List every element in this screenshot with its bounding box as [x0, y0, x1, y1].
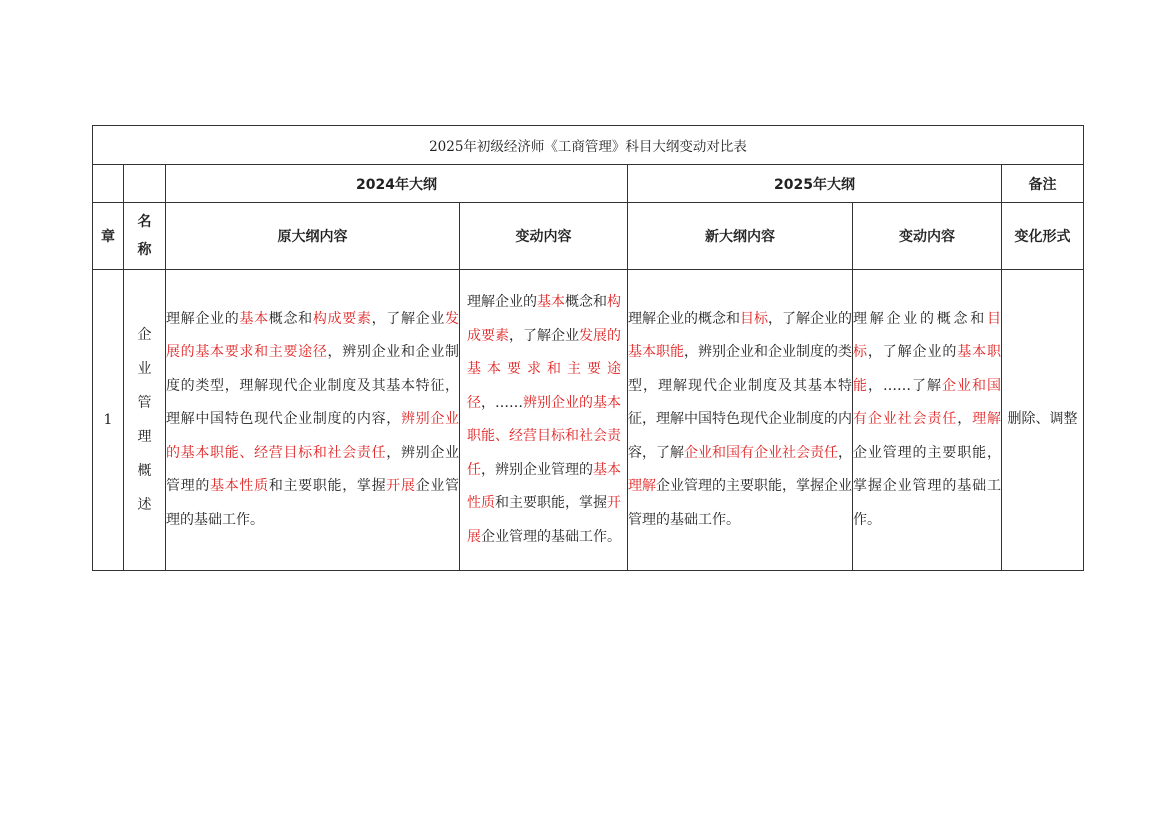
highlighted-change-text: 构成要素	[467, 294, 621, 344]
chapter-number: 1	[93, 270, 124, 571]
highlighted-change-text: 基本	[537, 294, 565, 310]
highlighted-change-text: 理解	[972, 411, 1002, 428]
header-change-2024: 变动内容	[460, 203, 628, 270]
header-2025-outline: 2025年大纲	[628, 165, 1002, 203]
content-text: ，了解企业	[509, 327, 579, 344]
content-text: 和主要职能，掌握	[495, 495, 607, 511]
content-text: 理解企业的概念和	[628, 310, 740, 327]
highlighted-change-text: 发展的基本要求和主要途径	[166, 310, 460, 361]
content-text: 企业管理的基础工作。	[166, 478, 460, 528]
content-text: ，辨别企业和企业制度的类型，理解现代企业制度及其基本特征，理解中国特色现代企业制度的内容，	[166, 344, 460, 428]
new-content-text	[628, 270, 853, 571]
highlighted-change-text: 目标	[853, 310, 1001, 361]
syllabus-comparison-table	[92, 125, 1084, 571]
highlighted-change-text: 基本	[239, 310, 269, 327]
content-text: 理解企业的	[467, 294, 537, 310]
content-text: ，了解企业的	[867, 344, 958, 361]
content-text: 企业管理的主要职能，掌握企业管理的基础工作。	[853, 444, 1001, 528]
header-name-text: 名称	[137, 214, 152, 258]
highlighted-change-text: 开展	[386, 478, 416, 495]
highlighted-change-text: 企业和国有企业社会责任	[684, 444, 838, 461]
header-original-content: 原大纲内容	[166, 203, 460, 270]
content-text: ，了解企业	[371, 310, 446, 327]
change-2024-text	[460, 270, 628, 571]
highlighted-change-text: 基本性质	[210, 478, 269, 495]
highlighted-change-text: 开展	[467, 495, 621, 545]
chapter-name-cell	[124, 270, 166, 571]
highlighted-change-text: 构成要素	[312, 310, 372, 327]
content-text: 理解企业的概念和	[853, 310, 987, 327]
highlighted-change-text: 辨别企业的基本职能、经营目标和社会责任	[166, 411, 460, 461]
content-text: 概念和	[565, 294, 607, 310]
highlighted-change-text: 辨别企业的基本职能、经营目标和社会责任	[467, 394, 621, 478]
content-text: ，……了解	[868, 377, 942, 394]
content-text: 概念和	[268, 310, 313, 327]
highlighted-change-text: 基本职能	[628, 344, 684, 361]
highlighted-change-text: 基本职能	[853, 344, 1002, 394]
content-text: 企业管理的基础工作。	[481, 528, 621, 545]
content-text: ，辨别企业和企业制度的类型，理解现代企业制度及其基本特征，理解中国特色现代企业制度的内容，了解	[628, 344, 852, 461]
header-change-form: 变化形式	[1002, 203, 1084, 270]
empty-header-cell	[124, 165, 166, 203]
chapter-name: 企业管理概述	[137, 327, 152, 513]
highlighted-change-text: 理解	[628, 478, 656, 495]
header-new-content: 新大纲内容	[628, 203, 853, 270]
highlighted-change-text: 企业和国有企业社会责任	[853, 377, 1001, 428]
content-text: ，……	[481, 394, 523, 411]
table-title: 2025年初级经济师《工商管理》科目大纲变动对比表	[93, 126, 1084, 165]
empty-header-cell	[93, 165, 124, 203]
content-text: ，辨别企业管理的	[481, 461, 593, 478]
content-text: ，了解企业的	[768, 310, 852, 327]
header-name	[124, 203, 166, 270]
header-2024-outline: 2024年大纲	[166, 165, 628, 203]
highlighted-change-text: 发展的基本要求和主要途径	[467, 327, 621, 411]
header-change-2025: 变动内容	[853, 203, 1002, 270]
content-text: 企业管理的主要职能，掌握企业管理的基础工作。	[628, 478, 852, 528]
content-text: ，	[957, 411, 973, 428]
change-form-text: 删除、调整	[1002, 270, 1084, 571]
highlighted-change-text: 目标	[740, 310, 768, 327]
content-text: ，辨别企业管理的	[166, 444, 460, 495]
original-content-text	[166, 270, 460, 571]
content-text: ，	[838, 444, 852, 461]
change-2025-text	[853, 270, 1002, 571]
content-text: 和主要职能，掌握	[268, 478, 387, 495]
table-row	[93, 270, 1084, 571]
header-remark: 备注	[1002, 165, 1084, 203]
header-chapter: 章	[93, 203, 124, 270]
highlighted-change-text: 基本性质	[467, 461, 621, 511]
content-text: 理解企业的	[166, 310, 240, 327]
